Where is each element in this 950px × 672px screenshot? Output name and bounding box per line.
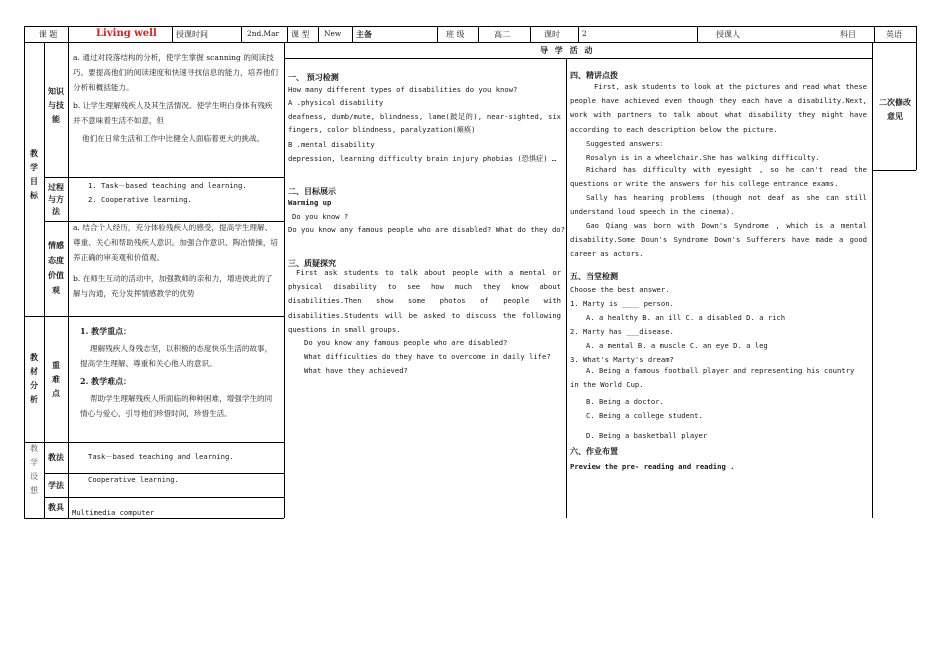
key-point-title: 1. 教学重点： [80,326,132,336]
suggested-answers-label: Suggested answers： [586,139,667,148]
guide-title: 导 学 活 动 [540,45,595,55]
homework-text: Preview the pre- reading and reading . [570,462,735,471]
section-4-text: First, ask students to look at the pictures and read what these people have achieved even though they each have a disability.Next, work with partners to talk about what disability they might have according to each description below the picture. [570,82,867,134]
emotion-text-b: b. 在师生互动的活动中，加强教师的亲和力，增进彼此的了解与沟通，充分发挥情感教学的优势 [73,274,273,298]
teach-method-label: 教法 [48,452,64,462]
period-value: 2 [582,29,587,38]
answer-sally: Sally has hearing problems (though not deaf as she can still understand loud speech in the cinema). [570,193,867,217]
physical-label: A .physical disability [288,98,384,107]
topic-value: Living well [96,28,157,39]
section-4-title: 四、精讲点拨 [570,70,618,80]
study-method-label: 学法 [48,480,64,490]
mental-label: B .mental disability [288,140,375,149]
topic-label: 课 题 [38,30,58,39]
discussion-q1: Do you know any famous people who are disabled? [304,338,508,347]
knowledge-text-b2: 他们在日常生活和工作中比健全人面临着更大的挑战。 [82,134,265,143]
time-label: 授课时间 [176,30,208,39]
tools-value: Multimedia computer [72,508,155,517]
teacher-label: 授课人 [716,30,740,39]
process-item-2: 2. Cooperative learning. [88,195,192,204]
goals-label: 教 学 目 标 [30,148,38,200]
process-label: 过程 与方 法 [48,182,64,216]
subject-label: 科目 [840,30,856,39]
key-point-text: 理解残疾人身残志坚，以积极的态度快乐生活的故事，提高学生理解、尊重和关心他人的意识。 [80,344,273,368]
physical-list: deafness, dumb/mute, blindness, lame(跛足的), near-sighted, six fingers, color blindness, paralyzation(瘫痪) [288,112,561,134]
teach-method-value: Task－based teaching and learning. [88,452,234,461]
section-6-title: 六、作业布置 [570,446,618,456]
section-5-title: 五、当堂检测 [570,271,618,281]
knowledge-label: 知识 与技 能 [48,86,64,124]
subject-value: 英语 [886,30,902,39]
class-label: 班 级 [446,30,465,39]
period-label: 课时 [544,30,560,39]
quiz-q3-option-c: C. Being a college student. [586,411,703,420]
design-label: 教 学 设 想 [30,444,38,495]
section-1-question: How many different types of disabilities do you know? [288,85,518,94]
mental-list: depression, learning difficulty brain injury phobias (恐惧症) … [288,154,557,163]
warming-up-label: Warming up [288,198,332,207]
revision-label: 二次修改意见 [879,97,911,121]
process-item-1: 1. Task－based teaching and learning. [88,181,247,190]
difficult-point-text: 帮助学生理解残疾人所面临的种种困难，增强学生的同情心与爱心，引导他们珍惜时间，珍惜生活。 [80,394,273,418]
section-2-title: 二、目标展示 [288,186,336,196]
quiz-q3-option-d: D. Being a basketball player [586,431,708,440]
discussion-q2: What difficulties do they have to overcome in daily life? [304,352,551,361]
answer-gao-qiang: Gao Qiang was born with Down's Syndrome , which is a mental disability.Some Doun's Syndrome Down's Sufferers have made a good career as actors. [570,221,867,259]
quiz-q2-options: A. a mental B. a muscle C. an eye D. a leg [586,341,768,350]
tools-label: 教具 [48,502,64,512]
discussion-q3: What have they achieved? [304,366,408,375]
section-3-text: First ask students to talk about people with a mental or physical disability to see how much they know about disabilities.Then show some photos of people with disabilities.Students will be asked to discuss the following questions in small groups. [288,268,561,334]
emotion-text-a: a. 结合个人经历，充分体验残疾人的感受，提高学生理解、尊重、关心和帮助残疾人意识。加强合作意识、陶冶情操，培养正确的审美观和价值观。 [73,223,279,262]
warming-q2: Do you know any famous people who are disabled? What do they do? [288,225,565,234]
quiz-q1-options: A. a healthy B. an ill C. a disabled D. a rich [586,313,786,322]
quiz-q2: 2. Marty has ___disease. [570,327,674,336]
knowledge-text-b: b. 让学生理解残疾人及其生活情况。使学生明白身体有残疾并不意味着生活不如意，但 [73,101,273,125]
section-1-title: 一、 预习检测 [288,72,339,82]
section-3-title: 三、质疑探究 [288,258,336,268]
class-value: 高二 [494,30,510,39]
preparer-label: 主备 [356,29,372,39]
study-method-value: Cooperative learning. [88,475,179,484]
quiz-intro: Choose the best answer. [570,285,670,294]
difficult-point-title: 2. 教学难点： [80,376,132,386]
quiz-q3: 3. What's Marty's dream? [570,355,674,364]
type-value: New [324,29,342,38]
answer-richard: Richard has difficulty with eyesight , so he can't read the questions or write the answers for his college entrance exams. [570,165,867,189]
quiz-q1: 1. Marty is ____ person. [570,299,674,308]
time-value: 2nd.Mar [247,29,280,38]
knowledge-text-a: a. 通过对段落结构的分析，使学生掌握 scanning 的阅读技巧。要提高他们的阅读速度和快速寻找信息的能力，培养他们分析和概括能力。 [73,53,279,92]
keypoint-label: 重 难 点 [52,360,60,398]
type-label: 课 型 [291,30,310,39]
quiz-q3-option-a: A. Being a famous football player and representing his country in the World Cup. [570,366,855,390]
warming-q1: Do you know ? [292,212,349,221]
answer-rosalyn: Rosalyn is in a wheelchair.She has walking difficulty. [586,153,820,162]
emotion-label: 情感 态度 价值 观 [48,240,64,295]
quiz-q3-option-b: B. Being a doctor. [586,397,664,406]
analysis-label: 教 材 分 析 [30,352,38,404]
